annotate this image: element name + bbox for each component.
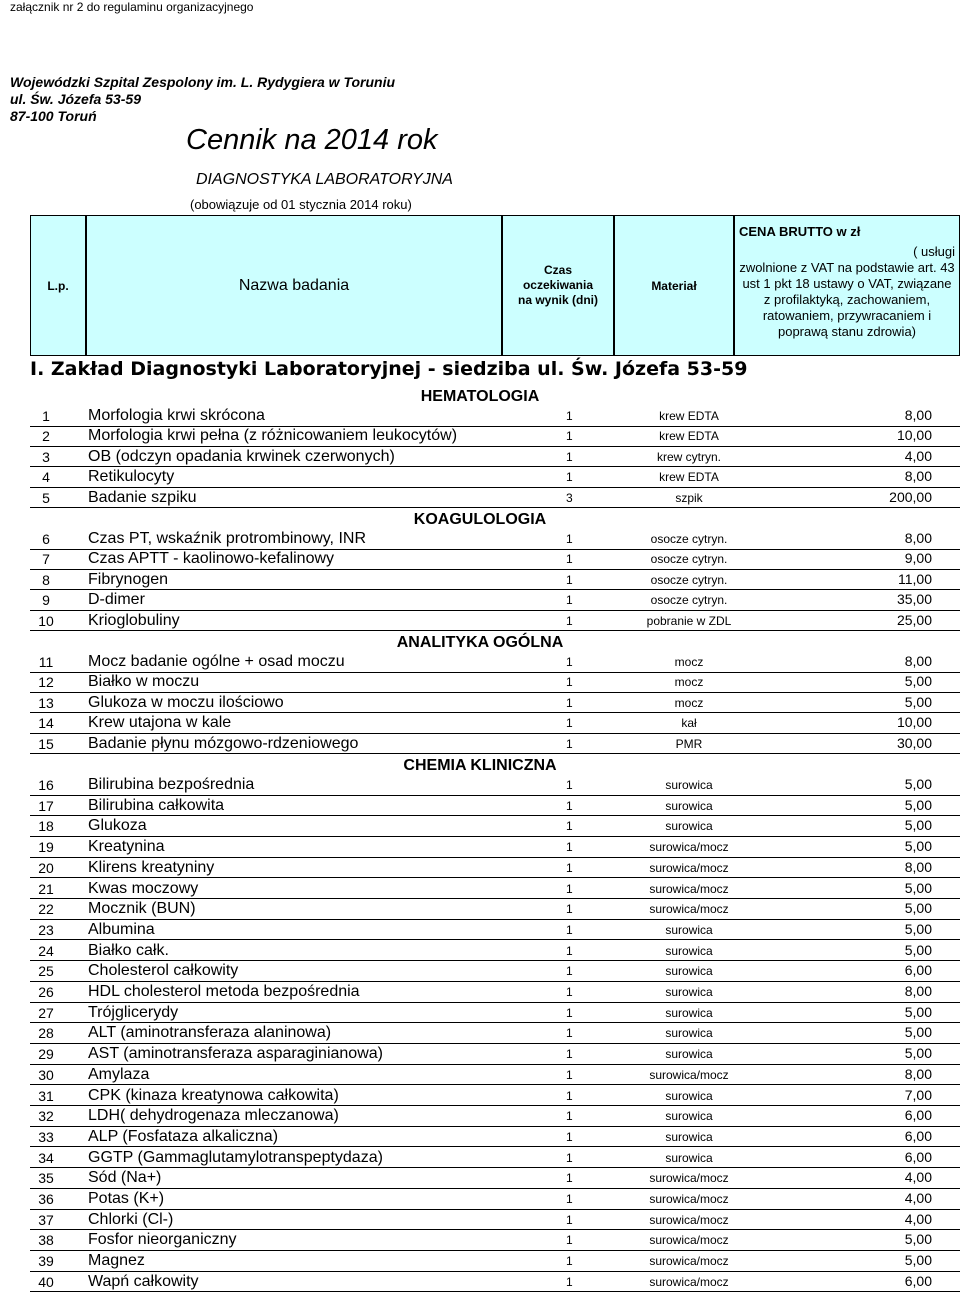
wait-days: 1: [566, 1005, 573, 1020]
header-cena-note: zwolnione z VAT na podstawie art. 43 ust 1 pkt 18 ustawy o VAT, związane z profilaktyką, zachowaniem, ratowaniem, przywracaniem i poprawą stanu zdrowia): [739, 260, 955, 339]
row-number: 25: [38, 963, 54, 980]
row-number: 24: [38, 942, 54, 959]
sample-material: surowica: [665, 798, 713, 813]
table-row: [30, 920, 960, 941]
sample-material: osocze cytryn.: [650, 552, 728, 567]
table-row: [30, 899, 960, 920]
wait-days: 1: [566, 1129, 573, 1144]
wait-days: 1: [566, 1109, 573, 1124]
table-row: [30, 570, 960, 591]
row-number: 17: [38, 797, 54, 814]
wait-days: 1: [566, 655, 573, 669]
sample-material: surowica: [665, 1109, 713, 1124]
wait-days: 1: [566, 675, 573, 690]
sample-material: surowica: [665, 1026, 713, 1041]
table-row: [30, 982, 960, 1003]
wait-days: 1: [566, 964, 573, 979]
row-number: 23: [38, 921, 54, 938]
test-name: Krew utajona w kale: [88, 714, 232, 732]
hospital-name: Wojewódzki Szpital Zespolony im. L. Rydygiera w Toruniu: [10, 74, 396, 90]
sample-material: surowica/mocz: [649, 1067, 729, 1082]
sample-material: surowica: [665, 964, 713, 979]
sample-material: osocze cytryn.: [650, 593, 728, 608]
test-name: Fosfor nieorganiczny: [88, 1231, 237, 1249]
test-name: Czas APTT - kaolinowo-kefalinowy: [88, 550, 335, 568]
test-name: Magnez: [88, 1252, 145, 1270]
document-note: załącznik nr 2 do regulaminu organizacyjnego: [10, 0, 254, 14]
table-row: [30, 775, 960, 796]
sample-material: surowica/mocz: [649, 840, 729, 855]
test-name: LDH( dehydrogenaza mleczanowa): [88, 1107, 339, 1125]
test-name: CPK (kinaza kreatynowa całkowita): [88, 1086, 339, 1104]
table-row: [30, 879, 960, 900]
row-number: 3: [42, 448, 50, 465]
price: 5,00: [904, 900, 932, 917]
sample-material: surowica: [665, 819, 713, 834]
hospital-street: ul. Św. Józefa 53-59: [10, 91, 141, 107]
sample-material: surowica/mocz: [649, 860, 729, 875]
price: 5,00: [904, 920, 932, 937]
wait-days: 1: [566, 778, 573, 792]
header-cena-title: CENA BRUTTO w zł: [739, 224, 861, 239]
row-number: 20: [38, 859, 54, 876]
table-row: [30, 1065, 960, 1086]
sample-material: surowica/mocz: [649, 1274, 729, 1289]
validity-note: (obowiązuje od 01 stycznia 2014 roku): [190, 197, 412, 212]
sample-material: surowica: [665, 1047, 713, 1062]
table-row: [30, 1230, 960, 1251]
row-number: 8: [42, 571, 50, 588]
row-number: 35: [38, 1170, 54, 1187]
wait-days: 1: [566, 922, 573, 937]
category-heading: CHEMIA KLINICZNA: [403, 757, 557, 774]
price: 4,00: [904, 1169, 932, 1186]
table-row: [30, 1023, 960, 1044]
header-lp: L.p.: [30, 215, 86, 356]
row-number: 11: [38, 654, 54, 670]
wait-days: 1: [566, 572, 573, 587]
sample-material: kał: [681, 716, 697, 731]
row-number: 5: [42, 489, 50, 506]
table-row: [30, 406, 960, 427]
price: 5,00: [904, 817, 932, 834]
sample-material: surowica: [665, 985, 713, 999]
row-number: 13: [38, 694, 54, 711]
test-name: Białko całk.: [88, 941, 169, 959]
test-name: D-dimer: [88, 591, 145, 609]
wait-days: 1: [566, 943, 573, 958]
sample-material: mocz: [674, 695, 704, 710]
test-name: Morfologia krwi pełna (z różnicowaniem leukocytów): [88, 427, 458, 445]
sample-material: surowica: [665, 1129, 713, 1144]
row-number: 34: [38, 1149, 54, 1166]
table-row: [30, 693, 960, 714]
wait-days: 1: [566, 409, 573, 423]
price: 5,00: [904, 1045, 932, 1062]
test-name: Cholesterol całkowity: [88, 962, 239, 980]
table-row: [30, 858, 960, 879]
test-name: Badanie płynu mózgowo-rdzeniowego: [88, 734, 359, 752]
test-name: Sód (Na+): [88, 1169, 162, 1187]
row-number: 18: [38, 818, 54, 835]
sample-material: surowica: [665, 1005, 713, 1020]
price: 8,00: [904, 468, 932, 485]
header-czas-line3: na wynik (dni): [517, 293, 598, 307]
test-name: Glukoza w moczu ilościowo: [88, 693, 284, 711]
test-name: Klirens kreatyniny: [88, 858, 215, 876]
price: 5,00: [904, 673, 932, 690]
price: 6,00: [904, 1127, 932, 1144]
wait-days: 1: [566, 613, 573, 628]
table-row: [30, 796, 960, 817]
header-cena-note-start: ( usługi: [913, 244, 955, 259]
test-name: Fibrynogen: [88, 570, 169, 588]
row-number: 9: [42, 592, 50, 609]
price: 5,00: [904, 1231, 932, 1248]
price: 8,00: [904, 983, 932, 999]
test-name: Potas (K+): [88, 1190, 165, 1207]
table-row: [30, 1148, 960, 1169]
row-number: 21: [38, 880, 54, 897]
wait-days: 1: [566, 736, 573, 751]
price: 4,00: [904, 1210, 932, 1227]
row-number: 19: [38, 839, 54, 856]
header-name-label: Nazwa badania: [238, 276, 350, 294]
category-heading: ANALITYKA OGÓLNA: [396, 634, 564, 651]
test-name: ALP (Fosfataza alkaliczna): [88, 1127, 279, 1145]
row-number: 2: [42, 428, 50, 445]
wait-days: 3: [566, 490, 573, 505]
wait-days: 1: [566, 716, 573, 731]
row-number: 12: [38, 674, 54, 691]
row-number: 7: [42, 551, 50, 568]
row-number: 40: [38, 1273, 54, 1290]
wait-days: 1: [566, 1192, 573, 1206]
page-title: Cennik na 2014 rok: [186, 124, 438, 156]
sample-material: surowica: [665, 943, 713, 958]
test-name: ALT (aminotransferaza alaninowa): [88, 1024, 332, 1042]
table-row: [30, 837, 960, 858]
wait-days: 1: [566, 695, 573, 710]
table-row: [30, 1106, 960, 1127]
row-number: 6: [42, 531, 50, 547]
row-number: 1: [42, 408, 50, 424]
test-name: Trójglicerydy: [88, 1003, 179, 1021]
row-number: 27: [38, 1004, 54, 1021]
wait-days: 1: [566, 985, 573, 999]
wait-days: 1: [566, 449, 573, 464]
price: 4,00: [904, 1190, 932, 1206]
sample-material: surowica/mocz: [649, 1233, 729, 1248]
row-number: 32: [38, 1108, 54, 1125]
category-heading: HEMATOLOGIA: [420, 388, 540, 405]
row-number: 22: [38, 901, 54, 918]
test-name: Bilirubina bezpośrednia: [88, 776, 255, 793]
test-name: Glukoza: [88, 817, 147, 835]
test-name: Krioglobuliny: [88, 611, 180, 629]
test-name: Kreatynina: [88, 838, 165, 856]
price: 5,00: [904, 838, 932, 855]
wait-days: 1: [566, 1150, 573, 1165]
test-name: HDL cholesterol metoda bezpośrednia: [88, 983, 360, 1000]
hospital-city: 87-100 Toruń: [10, 108, 97, 124]
price: 6,00: [904, 1272, 932, 1289]
price: 5,00: [904, 796, 932, 813]
header-material: Materiał: [614, 215, 734, 356]
table-row: [30, 426, 960, 447]
price: 8,00: [904, 530, 932, 546]
test-name: Kwas moczowy: [88, 879, 199, 897]
price: 30,00: [896, 734, 932, 751]
sample-material: mocz: [674, 655, 704, 669]
row-number: 14: [38, 715, 54, 732]
table-row: [30, 529, 960, 550]
table-row: [30, 1210, 960, 1231]
wait-days: 1: [566, 819, 573, 834]
table-row: [30, 549, 960, 570]
row-number: 4: [42, 469, 50, 486]
price: 11,00: [898, 570, 932, 587]
price: 10,00: [896, 427, 932, 444]
table-row: [30, 1189, 960, 1210]
table-row: [30, 1272, 960, 1292]
row-number: 16: [38, 777, 54, 793]
wait-days: 1: [566, 881, 573, 896]
table-row: [30, 652, 960, 673]
test-name: GGTP (Gammaglutamylotranspeptydaza): [88, 1148, 383, 1166]
wait-days: 1: [566, 1254, 573, 1269]
wait-days: 1: [566, 840, 573, 855]
price: 200,00: [889, 488, 932, 505]
wait-days: 1: [566, 470, 573, 485]
test-name: Albumina: [88, 920, 155, 938]
row-number: 29: [38, 1046, 54, 1063]
row-number: 38: [38, 1232, 54, 1249]
sample-material: surowica: [665, 1150, 713, 1165]
table-row: [30, 1251, 960, 1272]
row-number: 31: [38, 1087, 54, 1104]
table-row: [30, 1127, 960, 1148]
row-number: 26: [38, 984, 54, 1000]
test-name: Badanie szpiku: [88, 488, 197, 506]
sample-material: krew EDTA: [659, 429, 719, 444]
wait-days: 1: [566, 1026, 573, 1041]
sample-material: surowica: [665, 1088, 713, 1103]
row-number: 30: [38, 1066, 54, 1083]
price: 5,00: [904, 1024, 932, 1041]
price: 7,00: [904, 1086, 932, 1103]
test-name: Mocznik (BUN): [88, 900, 196, 918]
table-row: [30, 713, 960, 734]
test-name: Bilirubina całkowita: [88, 796, 225, 814]
table-row: [30, 816, 960, 837]
sample-material: surowica/mocz: [649, 1212, 729, 1227]
table-row: [30, 488, 960, 509]
sample-material: szpik: [675, 490, 703, 505]
table-row: [30, 447, 960, 468]
test-name: Amylaza: [88, 1065, 150, 1083]
test-name: Białko w moczu: [88, 673, 200, 691]
price: 6,00: [904, 1107, 932, 1124]
wait-days: 1: [566, 593, 573, 608]
table-row: [30, 1003, 960, 1024]
wait-days: 1: [566, 1233, 573, 1248]
table-row: [30, 467, 960, 488]
price: 5,00: [904, 941, 932, 958]
wait-days: 1: [566, 1171, 573, 1186]
test-name: Mocz badanie ogólne + osad moczu: [88, 653, 345, 670]
wait-days: 1: [566, 532, 573, 546]
price: 6,00: [904, 962, 932, 979]
table-row: [30, 941, 960, 962]
sample-material: surowica: [665, 922, 713, 937]
test-name: AST (aminotransferaza asparaginianowa): [88, 1045, 383, 1063]
row-number: 10: [38, 612, 54, 629]
price: 5,00: [904, 776, 932, 792]
header-czas-line2: oczekiwania: [522, 278, 593, 292]
wait-days: 1: [566, 1067, 573, 1082]
price: 5,00: [904, 1003, 932, 1020]
sample-material: krew cytryn.: [656, 449, 721, 464]
test-name: Chlorki (Cl-): [88, 1210, 174, 1228]
header-czas-line1: Czas: [543, 263, 572, 277]
row-number: 37: [38, 1211, 54, 1228]
sample-material: PMR: [675, 736, 703, 751]
table-row: [30, 611, 960, 632]
category-heading: KOAGULOLOGIA: [413, 511, 547, 528]
table-row: [30, 1168, 960, 1189]
wait-days: 1: [566, 1088, 573, 1103]
price: 25,00: [896, 611, 932, 628]
sample-material: pobranie w ZDL: [646, 613, 732, 628]
test-name: Retikulocyty: [88, 468, 175, 486]
row-number: 33: [38, 1128, 54, 1145]
sample-material: surowica/mocz: [649, 902, 729, 917]
sample-material: surowica/mocz: [649, 1192, 729, 1206]
price: 5,00: [904, 879, 932, 896]
price: 8,00: [904, 653, 932, 669]
table-row: [30, 961, 960, 982]
wait-days: 1: [566, 798, 573, 813]
price: 8,00: [904, 1065, 932, 1082]
price: 35,00: [896, 591, 932, 608]
price: 5,00: [904, 693, 932, 710]
table-row: [30, 1044, 960, 1065]
table-row: [30, 590, 960, 611]
price: 8,00: [904, 858, 932, 875]
price: 4,00: [904, 447, 932, 464]
wait-days: 1: [566, 429, 573, 444]
sample-material: krew EDTA: [659, 470, 719, 485]
table-row: [30, 672, 960, 693]
page-subtitle: DIAGNOSTYKA LABORATORYJNA: [196, 171, 453, 188]
wait-days: 1: [566, 552, 573, 567]
test-name: Wapń całkowity: [88, 1272, 199, 1290]
sample-material: krew EDTA: [659, 409, 719, 423]
wait-days: 1: [566, 1047, 573, 1062]
wait-days: 1: [566, 1274, 573, 1289]
price: 8,00: [904, 407, 932, 423]
table-row: [30, 1086, 960, 1107]
wait-days: 1: [566, 860, 573, 875]
sample-material: surowica/mocz: [649, 881, 729, 896]
section-title: I. Zakład Diagnostyki Laboratoryjnej - siedziba ul. Św. Józefa 53-59: [30, 358, 748, 380]
sample-material: osocze cytryn.: [650, 572, 728, 587]
test-name: Morfologia krwi skrócona: [88, 407, 265, 424]
row-number: 36: [38, 1191, 54, 1207]
table-row: [30, 734, 960, 755]
price: 9,00: [904, 550, 932, 567]
wait-days: 1: [566, 902, 573, 917]
row-number: 15: [38, 735, 54, 752]
row-number: 28: [38, 1025, 54, 1042]
test-name: OB (odczyn opadania krwinek czerwonych): [88, 447, 395, 465]
sample-material: mocz: [674, 675, 704, 690]
sample-material: surowica: [665, 778, 713, 792]
sample-material: osocze cytryn.: [650, 532, 728, 546]
price: 5,00: [904, 1252, 932, 1269]
wait-days: 1: [566, 1212, 573, 1227]
sample-material: surowica/mocz: [649, 1171, 729, 1186]
price: 10,00: [896, 714, 932, 731]
test-name: Czas PT, wskaźnik protrombinowy, INR: [88, 530, 366, 547]
price: 6,00: [904, 1148, 932, 1165]
row-number: 39: [38, 1253, 54, 1270]
sample-material: surowica/mocz: [649, 1254, 729, 1269]
